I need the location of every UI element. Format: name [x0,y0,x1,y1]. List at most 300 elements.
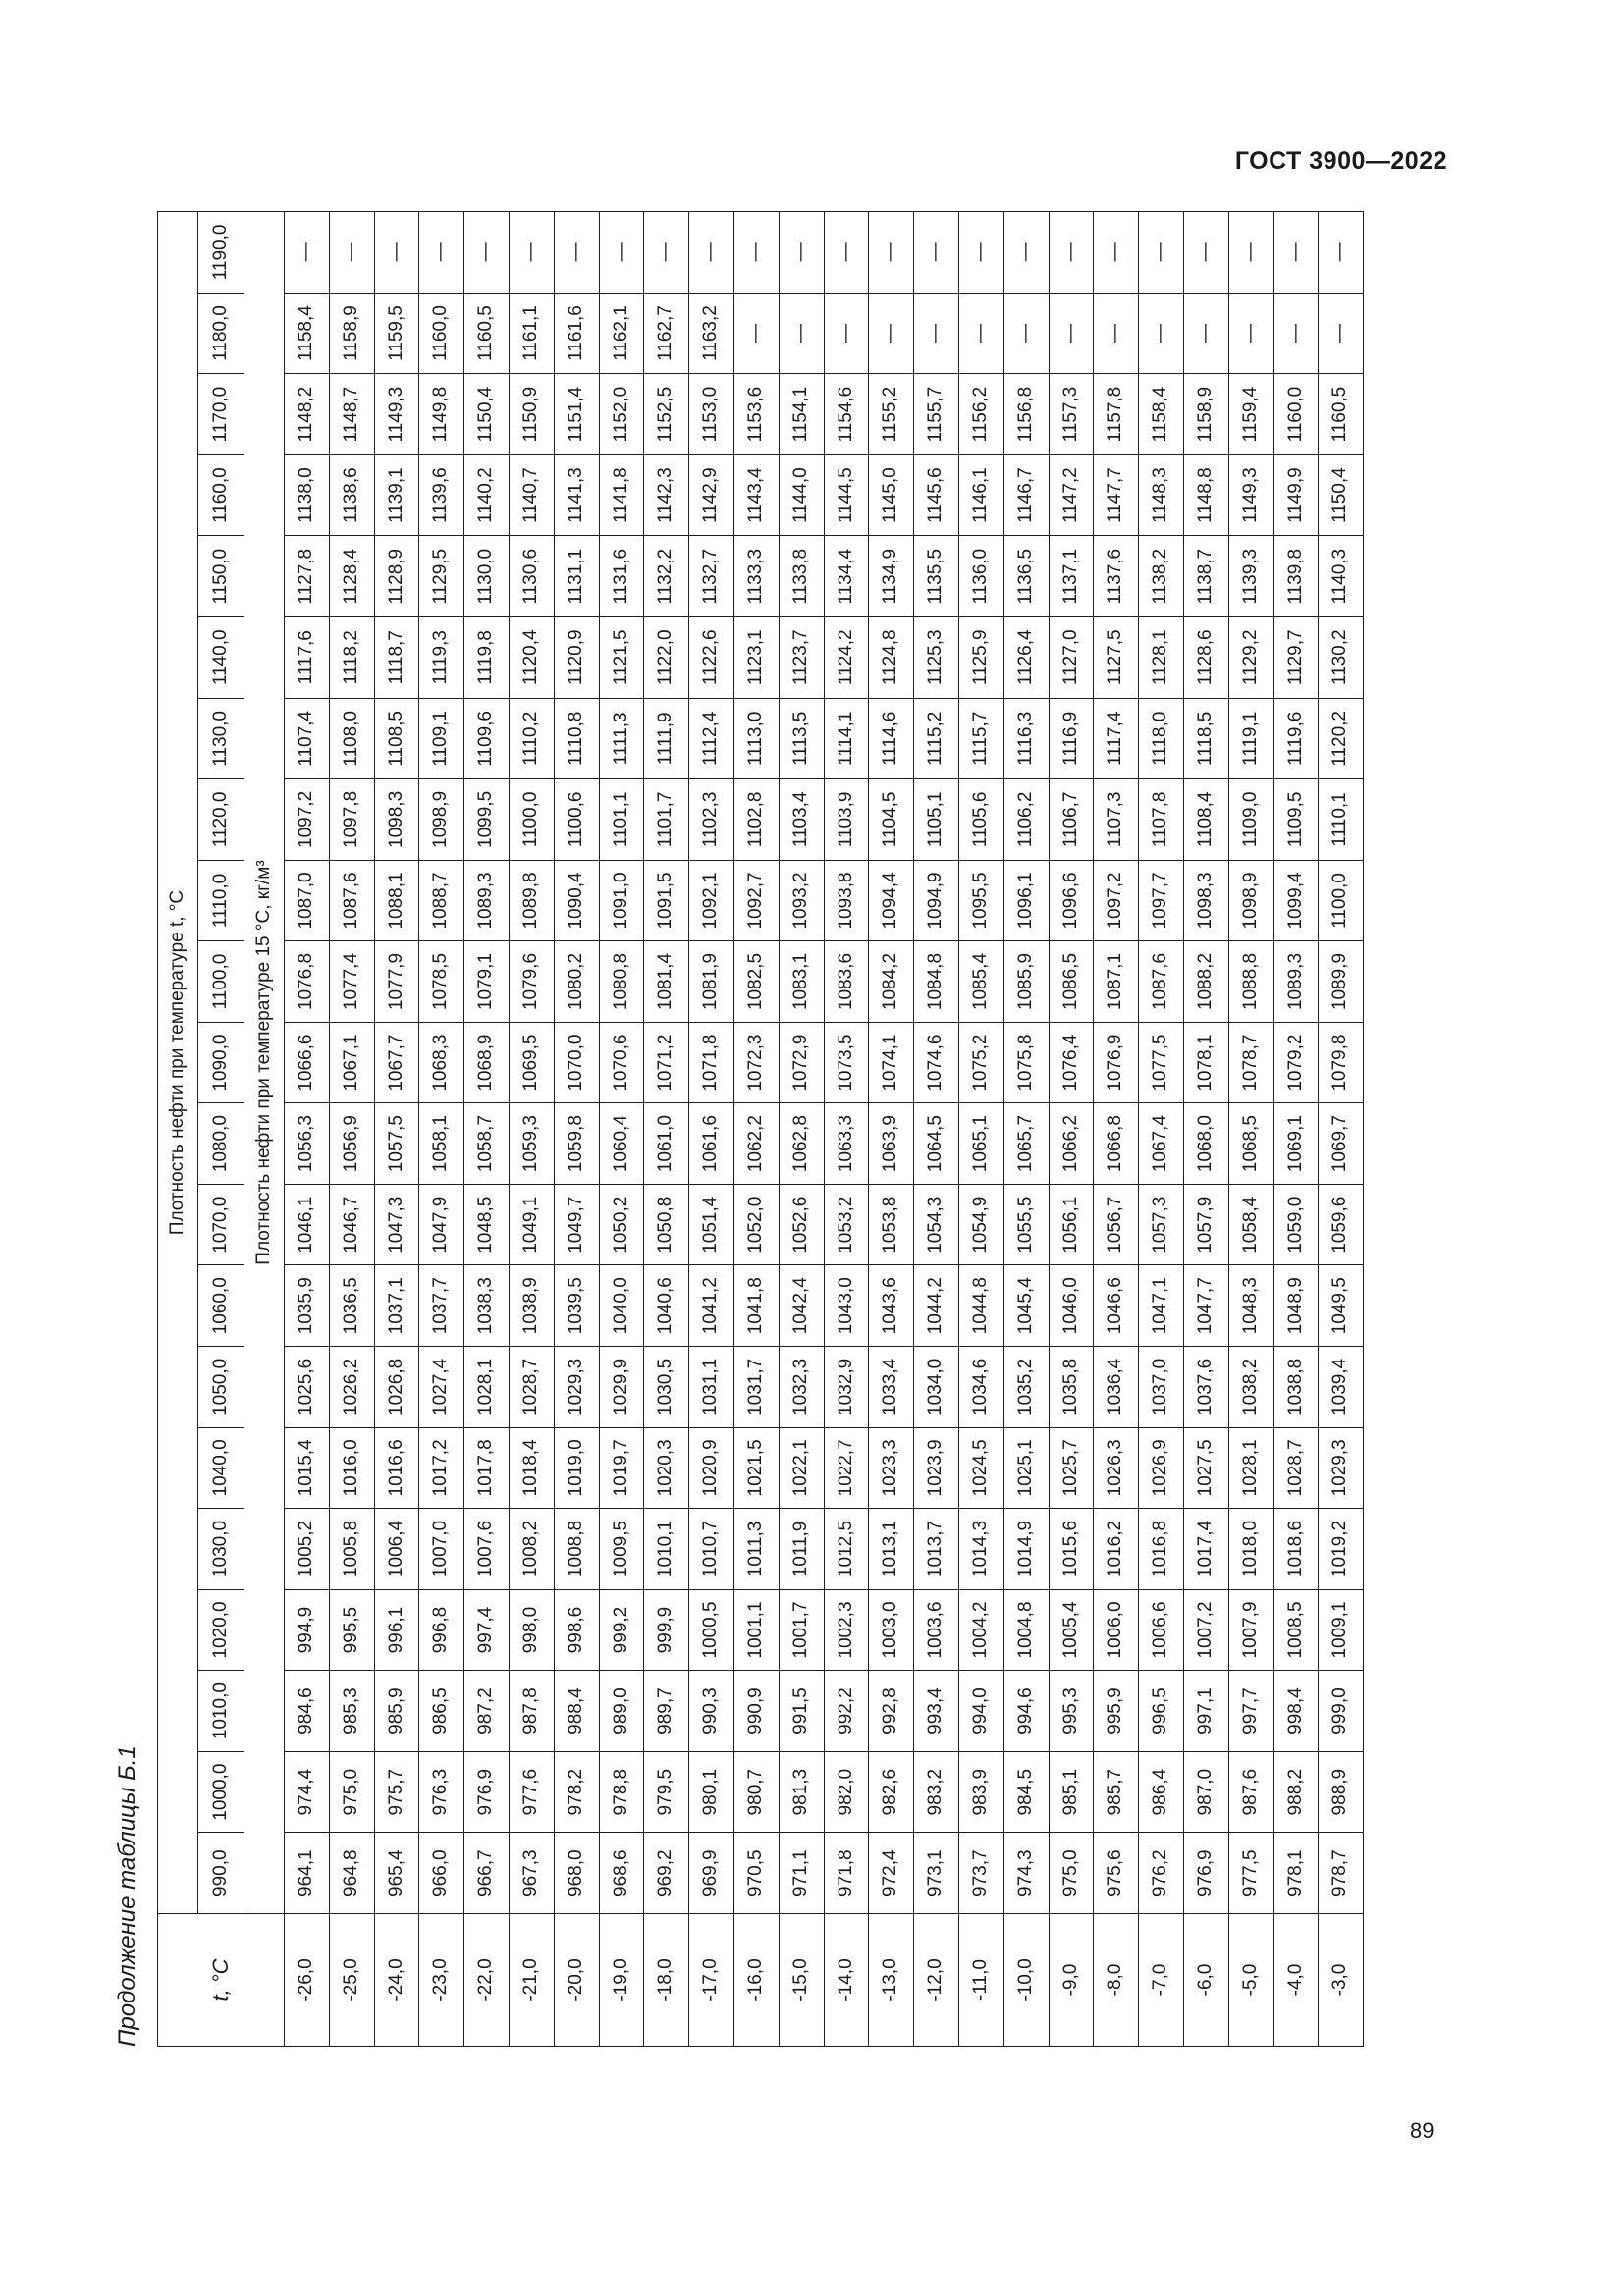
table-cell: 1022,1 [779,1427,824,1509]
table-cell: 1161,6 [554,293,599,374]
table-cell: 1074,1 [869,1022,914,1103]
table-cell: 1140,3 [1319,536,1364,617]
table-cell: 1049,1 [509,1184,554,1265]
table-row [733,212,779,2047]
table-cell: 978,1 [1273,1833,1319,1914]
table-cell: 1004,8 [1003,1589,1049,1671]
table-cell: 1129,7 [1273,617,1319,699]
table-cell: — [824,293,869,374]
table-row [285,212,330,2047]
table-cell: 1012,5 [824,1509,869,1590]
column-header: 1100,0 [198,941,244,1023]
column-header: 1140,0 [198,617,244,699]
table-cell: 995,9 [1094,1671,1139,1752]
table-cell: 1065,1 [958,1103,1003,1185]
table-cell: 972,4 [869,1833,914,1914]
table-cell: 1038,2 [1228,1347,1273,1428]
table-cell: 1115,7 [958,698,1003,779]
table-cell: — [958,293,1003,374]
table-cell: 984,5 [1003,1751,1049,1833]
table-cell: 1149,3 [1228,454,1273,536]
table-cell: 1153,0 [689,374,734,455]
table-cell: 1097,7 [1139,860,1184,941]
table-cell: 1090,4 [554,860,599,941]
table-cell: 1006,4 [374,1509,419,1590]
table-cell: 1124,2 [824,617,869,699]
table-cell: 1137,6 [1094,536,1139,617]
table-cell: 1036,5 [329,1265,374,1347]
table-cell: 999,2 [599,1589,644,1671]
table-cell: 1083,6 [824,941,869,1023]
table-cell: 964,8 [329,1833,374,1914]
table-cell: 1157,3 [1049,374,1094,455]
table-cell: — [1273,293,1319,374]
table-cell: 1088,2 [1183,941,1228,1023]
table-cell: 1072,9 [779,1022,824,1103]
table-cell: 976,9 [1183,1833,1228,1914]
table-cell: — [779,293,824,374]
table-cell: 1047,9 [419,1184,464,1265]
table-cell: 1071,8 [689,1022,734,1103]
table-cell: 1146,7 [1003,454,1049,536]
table-cell: 999,9 [644,1589,689,1671]
header-row-subgroup [244,212,285,2047]
table-cell: 995,5 [329,1589,374,1671]
table-cell: 1097,2 [1094,860,1139,941]
table-cell: 1158,9 [1183,374,1228,455]
table-cell: 978,7 [1319,1833,1364,1914]
table-cell: 1025,1 [1003,1427,1049,1509]
table-cell: 1063,9 [869,1103,914,1185]
table-cell: 1149,9 [1273,454,1319,536]
table-cell: 1014,9 [1003,1509,1049,1590]
table-cell: 997,7 [1228,1671,1273,1752]
table-cell: 1039,5 [554,1265,599,1347]
table-cell: 1130,2 [1319,617,1364,699]
table-cell: 1149,3 [374,374,419,455]
table-cell: 994,0 [958,1671,1003,1752]
table-cell: 1011,3 [733,1509,779,1590]
table-cell: 1087,6 [1139,941,1184,1023]
table-cell: 987,8 [509,1671,554,1752]
table-cell: 965,4 [374,1833,419,1914]
table-cell: 1156,2 [958,374,1003,455]
table-cell: 1050,8 [644,1184,689,1265]
table-row [869,212,914,2047]
table-cell: 1095,5 [958,860,1003,941]
table-cell: 1079,2 [1273,1022,1319,1103]
table-cell: 1096,1 [1003,860,1049,941]
table-cell: 1055,5 [1003,1184,1049,1265]
table-cell: 997,4 [464,1589,510,1671]
table-cell: 1058,7 [464,1103,510,1185]
table-cell: 1089,3 [464,860,510,941]
table-cell: 1017,2 [419,1427,464,1509]
table-cell: 1088,8 [1228,941,1273,1023]
table-cell: 1118,2 [329,617,374,699]
table-cell: — [419,212,464,294]
table-row [554,212,599,2047]
table-cell: 996,1 [374,1589,419,1671]
table-cell: 975,0 [329,1751,374,1833]
table-cell: — [509,212,554,294]
table-cell: 1054,9 [958,1184,1003,1265]
table-cell: 1118,7 [374,617,419,699]
table-row [824,212,869,2047]
table-cell: 993,4 [914,1671,959,1752]
table-cell: 1130,0 [464,536,510,617]
table-cell: 980,7 [733,1751,779,1833]
column-header: 1160,0 [198,454,244,536]
table-cell: 1023,9 [914,1427,959,1509]
table-cell: 1048,9 [1273,1265,1319,1347]
table-cell: 1149,8 [419,374,464,455]
table-cell: 1040,6 [644,1265,689,1347]
table-cell: 1044,8 [958,1265,1003,1347]
table-cell: 1139,8 [1273,536,1319,617]
table-cell: 1125,9 [958,617,1003,699]
subgroup-header: Плотность нефти при температуре 15 °C, кг/м³ [244,212,285,1914]
table-cell: 978,8 [599,1751,644,1833]
table-cell: — [869,293,914,374]
table-cell: 1014,3 [958,1509,1003,1590]
table-cell: 1057,5 [374,1103,419,1185]
table-cell: 1139,6 [419,454,464,536]
table-cell: 986,4 [1139,1751,1184,1833]
table-cell: 1136,5 [1003,536,1049,617]
table-cell: — [1003,293,1049,374]
table-cell: 1052,0 [733,1184,779,1265]
table-cell: 1114,1 [824,698,869,779]
table-cell: 1085,4 [958,941,1003,1023]
table-cell: 1026,8 [374,1347,419,1428]
table-cell: 1140,2 [464,454,510,536]
table-cell: 1084,8 [914,941,959,1023]
table-cell: 1147,2 [1049,454,1094,536]
table-cell: 1051,4 [689,1184,734,1265]
table-cell: 1064,5 [914,1103,959,1185]
table-cell: 1089,3 [1273,941,1319,1023]
table-cell: — [1049,293,1094,374]
group-header: Плотность нефти при температуре t, °C [158,212,198,1914]
table-cell: 1036,4 [1094,1347,1139,1428]
table-cell: 1142,3 [644,454,689,536]
table-cell: 1077,9 [374,941,419,1023]
table-cell: 1068,3 [419,1022,464,1103]
table-cell: 1133,3 [733,536,779,617]
table-cell: 980,1 [689,1751,734,1833]
table-cell: 1077,5 [1139,1022,1184,1103]
table-cell: 1061,6 [689,1103,734,1185]
table-cell: 971,8 [824,1833,869,1914]
table-cell: 1019,2 [1319,1509,1364,1590]
table-cell: 1132,2 [644,536,689,617]
table-cell: 1022,7 [824,1427,869,1509]
row-temperature: -19,0 [599,1914,644,2047]
table-cell: 1104,5 [869,779,914,861]
table-cell: 1019,0 [554,1427,599,1509]
table-cell: — [958,212,1003,294]
table-cell: 1080,8 [599,941,644,1023]
table-cell: 1109,5 [1273,779,1319,861]
table-cell: 1037,6 [1183,1347,1228,1428]
table-cell: 1043,6 [869,1265,914,1347]
table-cell: 1002,3 [824,1589,869,1671]
table-caption: Продолжение таблицы Б.1 [114,1745,140,2047]
column-header: 1000,0 [198,1751,244,1833]
table-cell: 1062,2 [733,1103,779,1185]
table-cell: 1076,9 [1094,1022,1139,1103]
table-cell: 1018,4 [509,1427,554,1509]
table-cell: 1107,8 [1139,779,1184,861]
table-cell: 1041,2 [689,1265,734,1347]
table-cell: 1105,1 [914,779,959,861]
table-cell: 1005,2 [285,1509,330,1590]
table-body [285,212,1364,2047]
table-cell: 1160,5 [464,293,510,374]
table-cell: — [329,212,374,294]
table-cell: 1109,6 [464,698,510,779]
table-cell: — [914,293,959,374]
table-cell: — [1139,293,1184,374]
table-cell: 1035,9 [285,1265,330,1347]
table-cell: 995,3 [1049,1671,1094,1752]
table-cell: 1077,4 [329,941,374,1023]
column-header: 1120,0 [198,779,244,861]
table-cell: 971,1 [779,1833,824,1914]
table-cell: 1127,5 [1094,617,1139,699]
table-cell: 1113,0 [733,698,779,779]
table-cell: 988,4 [554,1671,599,1752]
table-cell: 1046,1 [285,1184,330,1265]
table-cell: 1045,4 [1003,1265,1049,1347]
column-header: 1030,0 [198,1509,244,1590]
table-cell: 1082,5 [733,941,779,1023]
table-cell: 968,0 [554,1833,599,1914]
table-cell: 1007,9 [1228,1589,1273,1671]
table-cell: 1066,6 [285,1022,330,1103]
table-cell: 1153,6 [733,374,779,455]
table-cell: 1067,4 [1139,1103,1184,1185]
table-cell: 1097,8 [329,779,374,861]
table-cell: 1123,1 [733,617,779,699]
table-cell: 1150,4 [1319,454,1364,536]
table-cell: 1062,8 [779,1103,824,1185]
table-cell: — [1319,293,1364,374]
table-cell: 1120,2 [1319,698,1364,779]
table-cell: 1035,2 [1003,1347,1049,1428]
table-cell: 1059,6 [1319,1184,1364,1265]
table-cell: 1150,4 [464,374,510,455]
table-cell: — [733,212,779,294]
column-header: 1010,0 [198,1671,244,1752]
table-cell: 1013,1 [869,1509,914,1590]
table-cell: 1109,0 [1228,779,1273,861]
table-cell: 1029,9 [599,1347,644,1428]
table-cell: 1028,7 [1273,1427,1319,1509]
table-cell: 977,6 [509,1751,554,1833]
table-cell: 1088,1 [374,860,419,941]
table-cell: 992,2 [824,1671,869,1752]
table-cell: 966,0 [419,1833,464,1914]
table-cell: 1120,9 [554,617,599,699]
table-cell: 1106,2 [1003,779,1049,861]
table-cell: — [1094,212,1139,294]
table-cell: 1120,4 [509,617,554,699]
table-cell: 1029,3 [554,1347,599,1428]
table-cell: 1016,2 [1094,1509,1139,1590]
table-cell: 1111,9 [644,698,689,779]
table-cell: 1007,0 [419,1509,464,1590]
table-cell: 975,0 [1049,1833,1094,1914]
table-cell: 1099,5 [464,779,510,861]
table-cell: 1070,6 [599,1022,644,1103]
table-cell: 1029,3 [1319,1427,1364,1509]
table-row [779,212,824,2047]
table-cell: 1110,1 [1319,779,1364,861]
table-cell: 1053,8 [869,1184,914,1265]
table-cell: 1071,2 [644,1022,689,1103]
row-temperature: -17,0 [689,1914,734,2047]
table-cell: 987,2 [464,1671,510,1752]
table-cell: 1092,1 [689,860,734,941]
table-cell: 1152,5 [644,374,689,455]
table-cell: 1066,2 [1049,1103,1094,1185]
table-cell: 986,5 [419,1671,464,1752]
table-cell: 1091,0 [599,860,644,941]
table-cell: — [599,212,644,294]
column-header: 1180,0 [198,293,244,374]
table-cell: 1068,9 [464,1022,510,1103]
column-header: 1130,0 [198,698,244,779]
table-cell: 1019,7 [599,1427,644,1509]
table-cell: 1040,0 [599,1265,644,1347]
table-cell: 1157,8 [1094,374,1139,455]
table-cell: 1094,4 [869,860,914,941]
header-row-columns [198,212,244,2047]
table-cell: — [1228,293,1273,374]
table-cell: 1005,8 [329,1509,374,1590]
table-cell: 1056,1 [1049,1184,1094,1265]
row-temperature: -16,0 [733,1914,779,2047]
table-cell: 1038,9 [509,1265,554,1347]
table-cell: 983,2 [914,1751,959,1833]
table-cell: — [733,293,779,374]
table-cell: — [644,212,689,294]
table-cell: 1087,1 [1094,941,1139,1023]
table-cell: 1163,2 [689,293,734,374]
table-cell: 999,0 [1319,1671,1364,1752]
table-cell: 1141,3 [554,454,599,536]
column-header: 1080,0 [198,1103,244,1185]
table-cell: 1056,3 [285,1103,330,1185]
table-cell: 1050,2 [599,1184,644,1265]
table-cell: 1068,5 [1228,1103,1273,1185]
table-cell: 1026,3 [1094,1427,1139,1509]
table-cell: 1087,0 [285,860,330,941]
table-cell: 1032,9 [824,1347,869,1428]
table-cell: 1123,7 [779,617,824,699]
table-cell: 1058,4 [1228,1184,1273,1265]
table-cell: 1060,4 [599,1103,644,1185]
table-cell: 1028,1 [464,1347,510,1428]
table-cell: 990,9 [733,1671,779,1752]
table-cell: 989,0 [599,1671,644,1752]
table-cell: 1003,0 [869,1589,914,1671]
table-cell: 1093,2 [779,860,824,941]
table-cell: 1047,1 [1139,1265,1184,1347]
table-cell: 1119,6 [1273,698,1319,779]
table-cell: 1076,4 [1049,1022,1094,1103]
row-temperature: -12,0 [914,1914,959,2047]
table-cell: 1080,2 [554,941,599,1023]
table-cell: 1094,9 [914,860,959,941]
table-cell: 1069,5 [509,1022,554,1103]
table-cell: 1046,7 [329,1184,374,1265]
table-row [374,212,419,2047]
column-header: 1020,0 [198,1589,244,1671]
table-cell: 1053,2 [824,1184,869,1265]
table-cell: 1003,6 [914,1589,959,1671]
table-cell: 1129,2 [1228,617,1273,699]
table-cell: 1037,0 [1139,1347,1184,1428]
table-cell: 1118,5 [1183,698,1228,779]
table-cell: 1024,5 [958,1427,1003,1509]
table-cell: 1119,1 [1228,698,1273,779]
table-cell: 1119,3 [419,617,464,699]
table-cell: 1150,9 [509,374,554,455]
table-cell: 1075,8 [1003,1022,1049,1103]
table-cell: 1138,2 [1139,536,1184,617]
table-cell: 976,9 [464,1751,510,1833]
table-cell: 977,5 [1228,1833,1273,1914]
table-cell: 1112,4 [689,698,734,779]
table-cell: — [689,212,734,294]
table-cell: 1067,1 [329,1022,374,1103]
table-cell: 974,4 [285,1751,330,1833]
table-cell: 1039,4 [1319,1347,1364,1428]
table-cell: — [1049,212,1094,294]
table-cell: 983,9 [958,1751,1003,1833]
table-cell: — [374,212,419,294]
row-temperature: -24,0 [374,1914,419,2047]
table-cell: 1127,0 [1049,617,1094,699]
table-cell: 1009,5 [599,1509,644,1590]
temperature-column-header: t, °C [158,1914,285,2047]
table-cell: 1110,8 [554,698,599,779]
table-cell: 1114,6 [869,698,914,779]
table-cell: 975,6 [1094,1833,1139,1914]
table-cell: — [1319,212,1364,294]
table-cell: 1037,1 [374,1265,419,1347]
table-cell: 1102,3 [689,779,734,861]
table-cell: 975,7 [374,1751,419,1833]
table-cell: 1162,1 [599,293,644,374]
table-cell: 1043,0 [824,1265,869,1347]
table-cell: 1143,4 [733,454,779,536]
table-cell: 1132,7 [689,536,734,617]
table-cell: 1005,4 [1049,1589,1094,1671]
table-cell: 985,7 [1094,1751,1139,1833]
table-cell: 1078,7 [1228,1022,1273,1103]
table-cell: 1101,7 [644,779,689,861]
table-cell: 1124,8 [869,617,914,699]
table-cell: 1108,0 [329,698,374,779]
table-cell: 1097,2 [285,779,330,861]
table-cell: 1017,8 [464,1427,510,1509]
column-header: 1170,0 [198,374,244,455]
table-cell: 1158,4 [1139,374,1184,455]
